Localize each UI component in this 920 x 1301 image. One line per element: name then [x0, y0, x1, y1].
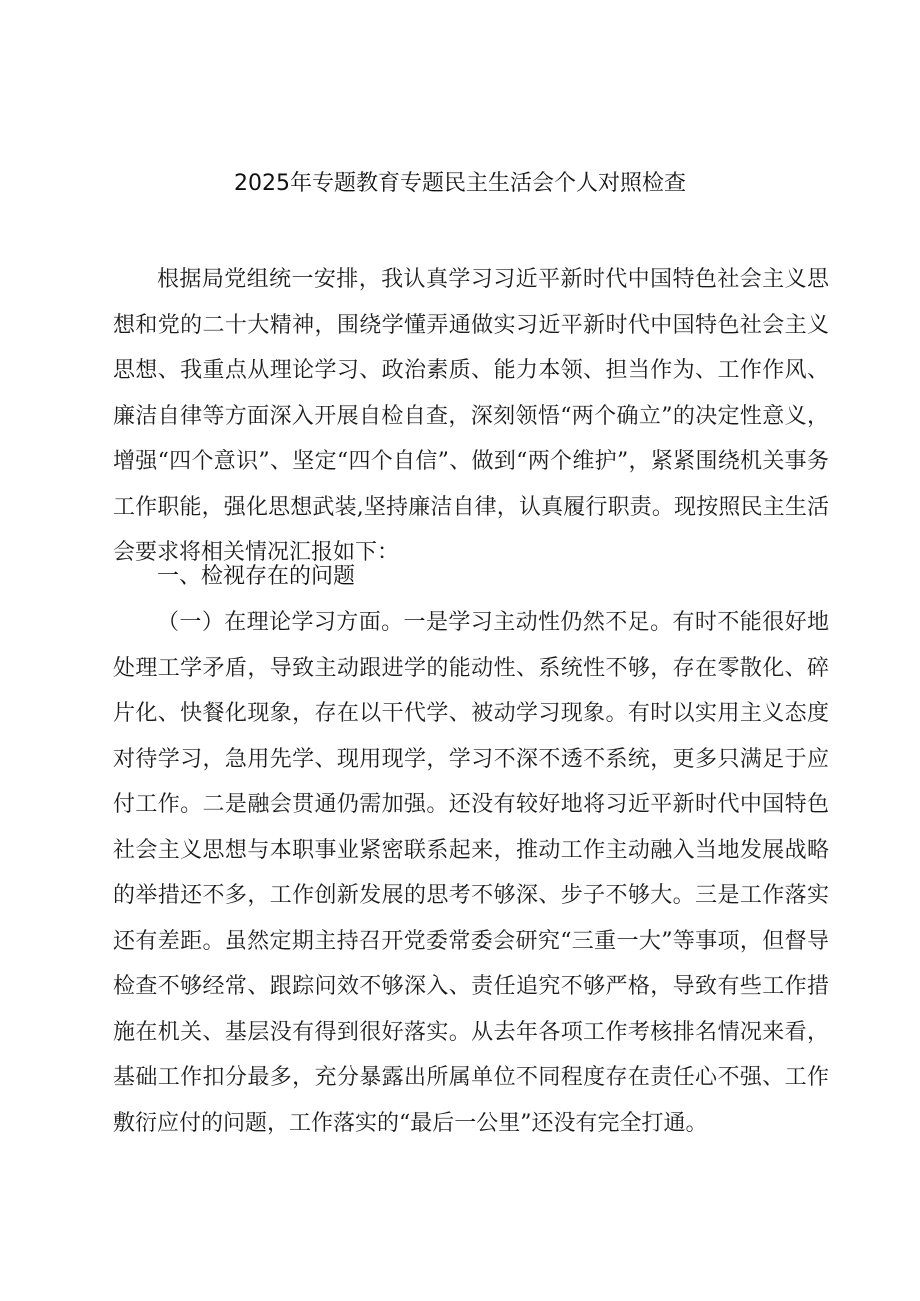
section-paragraph: （一）在理论学习方面。一是学习主动性仍然不足。有时不能很好地处理工学矛盾，导致主动跟进学的能动性、系统性不够，存在零散化、碎片化、快餐化现象，存在以干代学、被动学习现象。有时以实用主义态度对待学习，急用先学、现用现学，学习不深不透不系统，更多只满足于应付工作。二是融会贯通仍需加强。还没有较好地将习近平新时代中国特色社会主义思想与本职事业紧密联系起来，推动工作主动融入当地发展战略的举措还不多，工作创新发展的思考不够深、步子不够大。三是工作落实还有差距。虽然定期主持召开党委常委会研究“三重一大”等事项，但督导检查不够经常、跟踪问效不够深入、责任追究不够严格，导致有些工作措施在机关、基层没有得到很好落实。从去年各项工作考核排名情况来看，基础工作扣分最多，充分暴露出所属单位不同程度存在责任心不强、工作敷衍应付的问题，工作落实的“最后一公里”还没有完全打通。 — [113, 610, 829, 1136]
document-title: 2025年专题教育专题民主生活会个人对照检查 — [234, 171, 686, 196]
section-heading: 一、检视存在的问题 — [157, 564, 356, 589]
intro-paragraph: 根据局党组统一安排，我认真学习习近平新时代中国特色社会主义思想和党的二十大精神，围绕学懂弄通做实习近平新时代中国特色社会主义思想、我重点从理论学习、政治素质、能力本领、担当作为、工作作风、廉洁自律等方面深入开展自检自查，深刻领悟“两个确立”的决定性意义，增强“四个意识”、坚定“四个自信”、做到“两个维护”，紧紧围绕机关事务工作职能，强化思想武装,坚持廉洁自律，认真履行职责。现按照民主生活会要求将相关情况汇报如下： — [113, 267, 829, 565]
